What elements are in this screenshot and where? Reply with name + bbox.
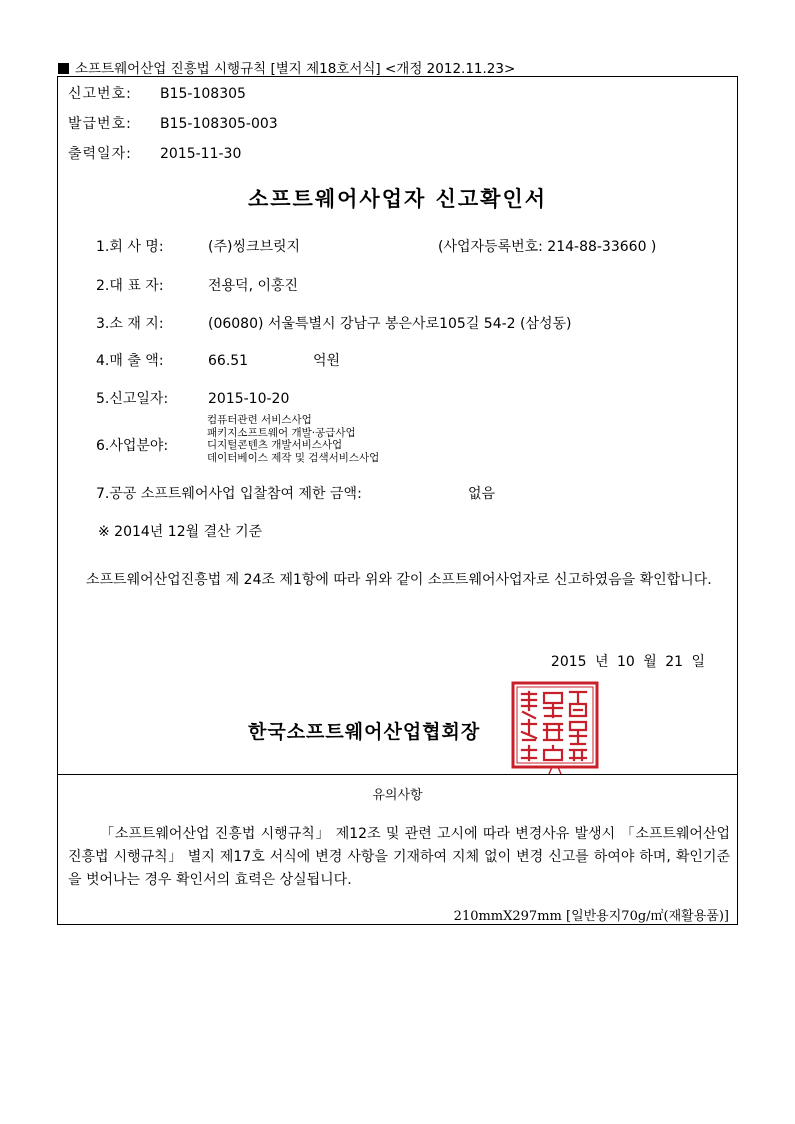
form-header-text: 소프트웨어산업 진흥법 시행규칙 [별지 제18호서식] <개정 2012.11.23> [75,61,516,77]
business-field-list [207,414,379,464]
address-label: 3.소 재 지: [96,316,164,332]
company-row [96,236,300,256]
address-row [96,313,572,333]
company-value: (주)씽크브릿지 [208,239,301,255]
print-date-row [68,143,241,163]
official-seal-icon [510,680,600,776]
business-field-item: 패키지소프트웨어 개발·공급사업 [207,426,356,439]
report-number-label: 신고번호: [68,86,132,102]
business-field-label [96,435,208,455]
issue-number-value: B15-108305-003 [160,116,278,132]
representative-value: 전용덕, 이홍진 [208,278,299,294]
issue-number-label: 발급번호: [68,116,132,132]
sales-label: 4.매 출 액: [96,353,164,369]
business-field-item: 데이터베이스 제작 및 검색서비스사업 [207,451,380,464]
business-field-label-text: 6.사업분야: [96,438,169,454]
confirmation-text: 소프트웨어산업진흥법 제 24조 제1항에 따라 위와 같이 소프트웨어사업자로 신고하였음을 확인합니다. [86,572,712,588]
report-date-value: 2015-10-20 [208,391,290,407]
business-field-item: 디지털콘텐츠 개발서비스사업 [207,439,343,451]
issue-number-row [68,113,278,133]
report-date-row [96,388,289,408]
bid-limit-value: 없음 [468,486,496,502]
report-number-value: B15-108305 [160,86,246,102]
certificate-frame [57,76,738,925]
form-header [58,57,515,77]
sales-row [96,350,248,370]
company-label: 1.회 사 명: [96,239,164,255]
business-field-item: 컴퓨터관련 서비스사업 [207,414,312,426]
paper-spec: 210mmX297mm [일반용지70g/㎡(재활용품)] [453,909,729,924]
sales-unit: 억원 [313,353,341,369]
section-divider [58,774,737,775]
print-date-value: 2015-11-30 [160,146,242,162]
bid-limit-label: 7.공공 소프트웨어사업 입찰참여 제한 금액: [96,486,362,502]
representative-row [96,275,298,295]
address-value: (06080) 서울특별시 강남구 봉은사로105길 54-2 (삼성동) [208,316,572,332]
caution-text: 「소프트웨어산업 진흥법 시행규칙」 제12조 및 관련 고시에 따라 변경사유 발생시 「소프트웨어산업 진흥법 시행규칙」 별지 제17호 서식에 변경 사항을 기재하여 지체 없이 변경 신고를 하여야 하며, 확인기준을 벗어나는 경우 확인서의 효력은 상실됩니다. [68,826,730,888]
print-date-label: 출력일자: [68,146,132,162]
document-title: 소프트웨어사업자 신고확인서 [247,187,548,211]
issue-date: 2015 년 10 월 21 일 [550,654,705,670]
caution-title: 유의사항 [372,788,423,803]
square-bullet-icon [58,63,69,74]
report-date-label: 5.신고일자: [96,391,169,407]
representative-label: 2.대 표 자: [96,278,164,294]
signer-name: 한국소프트웨어산업협회장 [248,721,481,743]
bid-limit-row [96,483,362,503]
report-number-row [68,83,246,103]
sales-value: 66.51 [208,353,249,369]
business-registration: (사업자등록번호: 214-88-33660 ) [438,239,657,255]
settlement-note: ※ 2014년 12월 결산 기준 [98,524,263,540]
